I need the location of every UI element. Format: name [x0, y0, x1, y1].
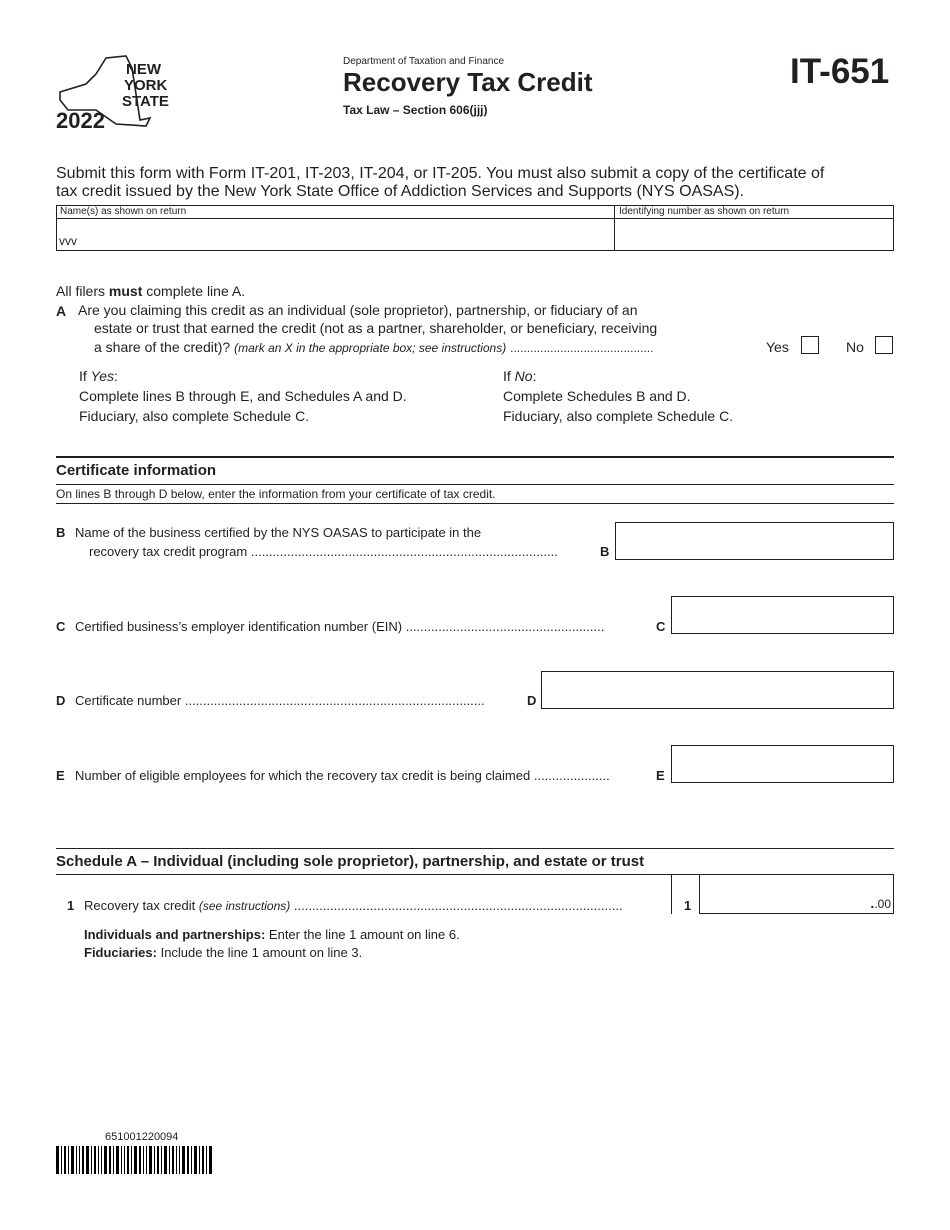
intro-line-1: Submit this form with Form IT-201, IT-203, IT-204, or IT-205. You must also submit a copy of the certificate of [56, 165, 825, 182]
yes-label: Yes [766, 339, 789, 355]
line-1-cents: ..00 [870, 895, 891, 911]
line-a-q3-text: a share of the credit)? [94, 339, 231, 355]
note-fiduciaries-text: Include the line 1 amount on line 3. [156, 945, 363, 960]
line-e-text [75, 768, 610, 783]
line-a-question-1: Are you claiming this credit as an individual (sole proprietor), partnership, or fiduciary of an [78, 302, 638, 318]
if-yes-word: Yes [90, 368, 115, 384]
if-yes-block [79, 366, 407, 426]
line-d-text-label: Certificate number [75, 693, 182, 708]
line-b-text-2-label: recovery tax credit program [89, 544, 248, 559]
line-1-text [84, 898, 623, 913]
line-1-label: Recovery tax credit [84, 898, 196, 913]
barcode-number: 651001220094 [105, 1131, 179, 1143]
intro-text [56, 165, 824, 201]
line-d-dots: ................................................................................... [184, 693, 485, 708]
no-checkbox[interactable] [875, 336, 893, 354]
if-no-pre: If [503, 368, 515, 384]
intro-line-2: tax credit issued by the New York State Office of Addiction Services and Supports (NYS OASAS). [56, 183, 745, 200]
form-number: IT-651 [790, 52, 890, 91]
no-label: No [846, 339, 864, 355]
if-yes-post: : [114, 368, 118, 384]
line-a-note: (mark an X in the appropriate box; see instructions) [234, 341, 507, 355]
name-label: Name(s) as shown on return [60, 206, 187, 217]
if-no-instruction-1: Complete Schedules B and D. [503, 388, 691, 404]
note-individuals-text: Enter the line 1 amount on line 6. [265, 927, 460, 942]
if-yes-instruction-1: Complete lines B through E, and Schedules A and D. [79, 388, 407, 404]
line-1-note: (see instructions) [198, 899, 291, 913]
line-c-text-label: Certified business’s employer identification number (EIN) [75, 619, 403, 634]
logo-word-new: NEW [126, 61, 161, 78]
line-e-letter: E [56, 768, 65, 783]
name-value: vvv [59, 234, 77, 248]
yes-checkbox[interactable] [801, 336, 819, 354]
if-no-word: No [514, 368, 533, 384]
if-yes-pre: If [79, 368, 91, 384]
line-c-dots: ....................................................... [405, 619, 605, 634]
line-b-letter: B [56, 525, 66, 540]
logo-word-york: YORK [124, 77, 168, 94]
schedule-a-heading: Schedule A – Individual (including sole proprietor), partnership, and estate or trust [56, 853, 645, 870]
id-label: Identifying number as shown on return [619, 206, 790, 217]
line-1-amount-input[interactable] [699, 874, 894, 914]
line-a-letter: A [56, 303, 67, 319]
if-yes-instruction-2: Fiduciary, also complete Schedule C. [79, 408, 310, 424]
certificate-subtext: On lines B through D below, enter the information from your certificate of tax credit. [56, 487, 496, 501]
if-no-instruction-2: Fiduciary, also complete Schedule C. [503, 408, 734, 424]
if-yes-heading [79, 366, 407, 386]
note-fiduciaries-label: Fiduciaries: [84, 945, 157, 960]
all-filers-must: must [108, 283, 143, 299]
line-d-box-label: D [527, 693, 537, 708]
all-filers-pre: All filers [56, 283, 109, 299]
barcode-icon [56, 1146, 240, 1174]
all-filers-post: complete line A. [142, 283, 246, 299]
department-name: Department of Taxation and Finance [343, 56, 505, 67]
line-a-question-3 [94, 339, 653, 355]
note-individuals-label: Individuals and partnerships: [84, 927, 266, 942]
line-c-input[interactable] [671, 596, 894, 634]
line-a-question-2: estate or trust that earned the credit (not as a partner, shareholder, or beneficiary, receiving [94, 320, 658, 336]
form-year: 2022 [56, 108, 105, 133]
schedule-a-notes [84, 926, 460, 962]
line-d-letter: D [56, 693, 66, 708]
if-no-block [503, 366, 733, 426]
line-b-box-label: B [600, 544, 610, 559]
line-1-dots: ........................................................................................... [293, 898, 623, 913]
line-1-box-number: 1 [684, 898, 692, 913]
line-b-text-2 [89, 544, 558, 559]
note-fiduciaries [84, 944, 460, 962]
logo-word-state: STATE [122, 93, 169, 110]
line-b-text-1: Name of the business certified by the NYS OASAS to participate in the [75, 525, 482, 540]
line-b-input[interactable] [615, 522, 894, 560]
line-d-input[interactable] [541, 671, 894, 709]
line-b-dots: ..................................................................................... [250, 544, 558, 559]
line-c-box-label: C [656, 619, 666, 634]
line-d-text [75, 693, 485, 708]
id-field[interactable] [616, 219, 893, 250]
line-c-letter: C [56, 619, 66, 634]
tax-law-reference: Tax Law – Section 606(jjj) [343, 103, 488, 117]
line-e-dots: ..................... [533, 768, 610, 783]
if-no-post: : [532, 368, 537, 384]
all-filers-note [56, 283, 245, 299]
certificate-heading: Certificate information [56, 462, 217, 479]
line-1-number: 1 [67, 898, 75, 913]
line-e-input[interactable] [671, 745, 894, 783]
if-no-heading [503, 366, 733, 386]
note-individuals [84, 926, 460, 944]
name-field[interactable] [57, 219, 613, 250]
form-title: Recovery Tax Credit [343, 67, 593, 97]
cents-digits: .00 [874, 897, 891, 911]
line-c-text [75, 619, 604, 634]
line-e-text-label: Number of eligible employees for which the recovery tax credit is being claimed [75, 768, 531, 783]
line-e-box-label: E [656, 768, 665, 783]
line-a-dots: ........................................... [510, 341, 654, 355]
